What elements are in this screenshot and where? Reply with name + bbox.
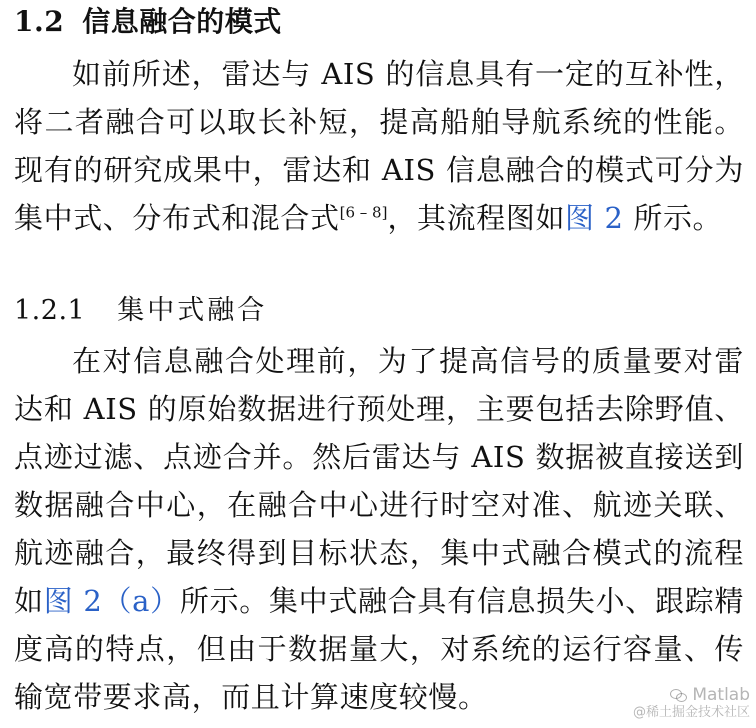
subsection-number: 1.2.1	[14, 295, 86, 326]
paragraph-1	[14, 50, 744, 242]
section-number: 1.2	[14, 5, 65, 38]
watermark	[633, 686, 750, 722]
figure-2a-link[interactable]: 图 2（a）	[43, 584, 180, 618]
paragraph-1-end: 所示。	[623, 201, 723, 235]
watermark-line-2: @稀土掘金技术社区	[632, 705, 750, 720]
paragraph-2-end: 所示。集中式融合具有信息损失小、跟踪精度高的特点，但由于数据量大，对系统的运行容量、传输宽带要求高，而且计算速度较慢。	[14, 584, 744, 714]
section-heading	[14, 2, 282, 42]
watermark-line-1	[633, 686, 750, 704]
wechat-icon	[670, 688, 688, 702]
figure-2-link[interactable]: 图 2	[565, 201, 624, 235]
watermark-text-1: Matlab	[692, 685, 750, 705]
subsection-title: 集中式融合	[117, 295, 268, 326]
paragraph-1-body: 如前所述，雷达与 AIS 的信息具有一定的互补性，将二者融合可以取长补短，提高船舶导航系统的性能。现有的研究成果中，雷达和 AIS 信息融合的模式可分为集中式、分布式和混合式	[14, 57, 744, 235]
paragraph-1-text	[14, 50, 744, 242]
subsection-heading	[14, 290, 267, 332]
citation-ref[interactable]: [6 – 8]	[339, 203, 388, 222]
paragraph-2-text	[14, 337, 744, 721]
paragraph-2-body: 在对信息融合处理前，为了提高信号的质量要对雷达和 AIS 的原始数据进行预处理，主要包括去除野值、点迹过滤、点迹合并。然后雷达与 AIS 数据被直接送到数据融合中心，在融合中心进行时空对准、航迹关联、航迹融合，最终得到目标状态，集中式融合模式的流程如	[14, 344, 744, 618]
paragraph-1-mid: ，其流程图如	[387, 201, 566, 235]
section-title: 信息融合的模式	[82, 5, 282, 38]
paragraph-2	[14, 337, 744, 721]
